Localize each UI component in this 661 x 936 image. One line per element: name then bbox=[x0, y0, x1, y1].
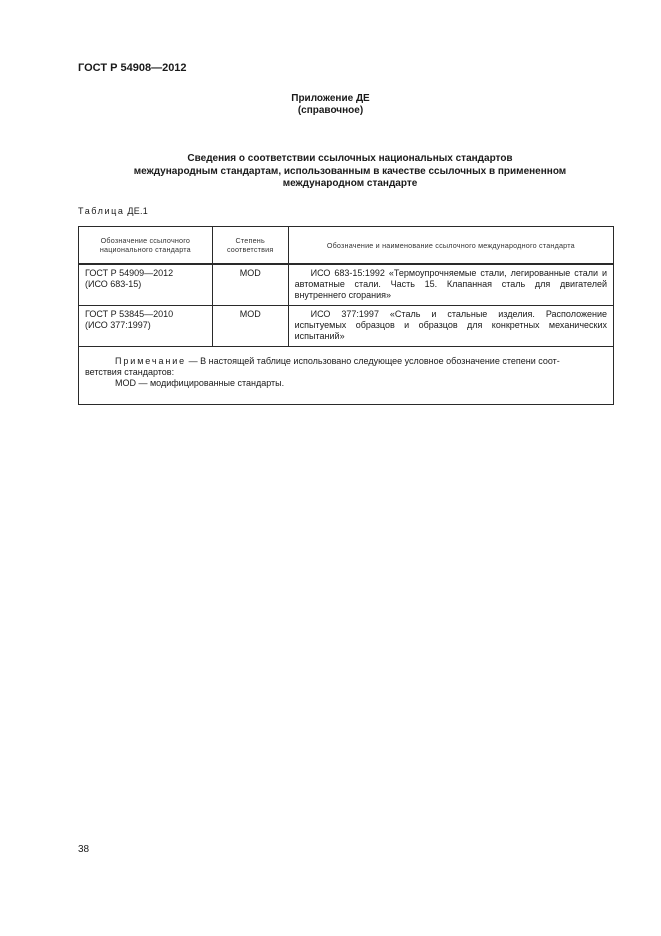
table-note bbox=[79, 347, 614, 405]
table-header-row bbox=[79, 227, 614, 265]
header-national-standard: Обозначение ссылочного национального стандарта bbox=[79, 227, 213, 265]
section-heading bbox=[90, 153, 610, 191]
reference-table bbox=[78, 226, 614, 405]
international-standard-cell bbox=[288, 264, 613, 306]
degree-cell: MOD bbox=[212, 264, 288, 306]
header-international-standard: Обозначение и наименование ссылочного международного стандарта bbox=[288, 227, 613, 265]
table-row bbox=[79, 264, 614, 306]
international-standard-cell bbox=[288, 306, 613, 347]
appendix-subtitle: (справочное) bbox=[297, 105, 364, 116]
note-text-1: — В настоящей таблице использовано следующее условное обозначение степени соот- bbox=[186, 356, 560, 366]
note-line-3: MOD — модифицированные стандарты. bbox=[115, 378, 285, 388]
table-caption-word: Таблица bbox=[78, 206, 125, 216]
national-standard-iso-ref: (ИСО 683-15) bbox=[85, 279, 142, 289]
header-degree: Степень соответствия bbox=[212, 227, 288, 265]
note-label: Примечание bbox=[115, 356, 187, 366]
national-standard-iso-ref: (ИСО 377:1997) bbox=[85, 320, 151, 330]
international-standard-text: ИСО 377:1997 «Сталь и стальные изделия. Расположение испытуемых образцов и образцов для конкретных механических испытаний» bbox=[294, 309, 607, 341]
note-line-2: ветствия стандартов: bbox=[85, 367, 175, 377]
national-standard-code: ГОСТ Р 54909—2012 bbox=[85, 268, 174, 278]
national-standard-code: ГОСТ Р 53845—2010 bbox=[85, 309, 174, 319]
section-heading-line-1: Сведения о соответствии ссылочных национальных стандартов bbox=[187, 153, 513, 164]
note-line-1 bbox=[85, 356, 607, 367]
table-row bbox=[79, 306, 614, 347]
international-standard-text: ИСО 683-15:1992 «Термоупрочняемые стали, легированные стали и автоматные стали. Часть 15. Клапанная сталь для двигателей внутреннего сгорания» bbox=[294, 268, 607, 300]
section-heading-line-3: международном стандарте bbox=[282, 178, 418, 189]
national-standard-cell bbox=[79, 264, 213, 306]
national-standard-cell bbox=[79, 306, 213, 347]
table-caption bbox=[78, 206, 148, 216]
table-note-row bbox=[79, 347, 614, 405]
page-number: 38 bbox=[78, 844, 90, 855]
degree-cell: MOD bbox=[212, 306, 288, 347]
section-heading-line-2: международным стандартам, использованным в качестве ссылочных в примененном bbox=[133, 165, 567, 177]
appendix-title: Приложение ДЕ bbox=[291, 93, 370, 104]
document-code: ГОСТ Р 54908—2012 bbox=[78, 62, 187, 74]
table-caption-number: ДЕ.1 bbox=[127, 206, 149, 216]
